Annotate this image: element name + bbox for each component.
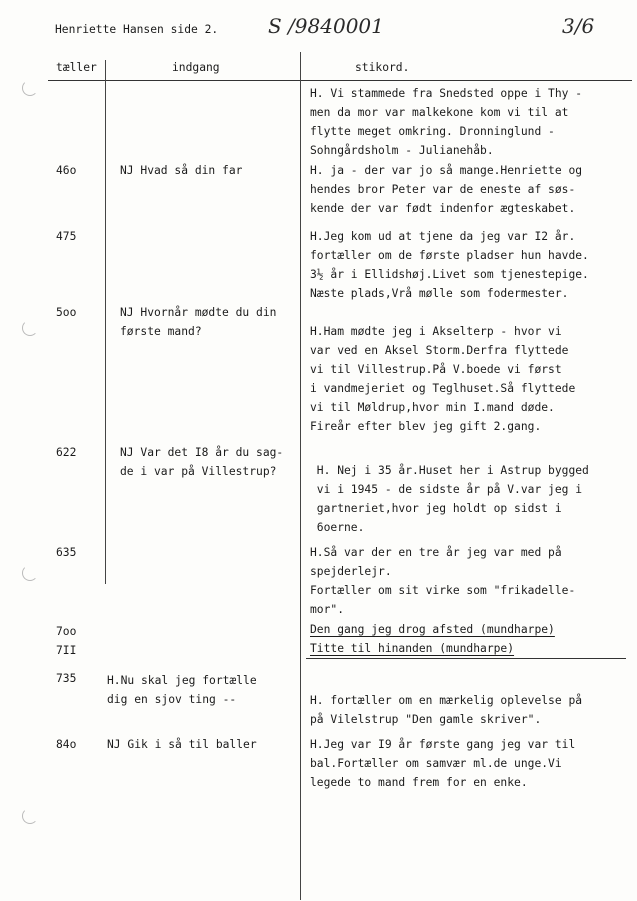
note-500-2: var ved en Aksel Storm.Derfra flyttede [310,344,569,357]
counter-635: 635 [56,546,77,559]
punch-hole-3 [22,565,38,581]
counter-475: 475 [56,230,77,243]
question-735-line1: H.Nu skal jeg fortælle [107,674,257,687]
note-840-1: H.Jeg var I9 år første gang jeg var til [310,738,576,751]
question-840: NJ Gik i så til baller [107,738,257,751]
note-500-4: i vandmejeriet og Teglhuset.Så flyttede [310,382,576,395]
note-735-1: H. fortæller om en mærkelig oplevelse på [310,694,583,707]
note-622-4: 6oerne. [310,521,365,534]
note-735-2: på Vilelstrup "Den gamle skriver". [310,713,542,726]
note-635-2: spejderlejr. [310,565,392,578]
punch-hole-4 [22,808,38,824]
header-rule [48,80,632,81]
divider-counter-entry [105,60,106,584]
counter-7II: 7II [56,644,77,657]
note-intro-3: flytte meget omkring. Dronninglund - [310,125,555,138]
question-500-line1: NJ Hvornår mødte du din [120,306,277,319]
song-title-1: Den gang jeg drog afsted (mundharpe) [310,623,555,636]
page-fraction: 3/6 [562,14,595,38]
note-635-4: mor". [310,603,345,616]
archive-number: S /9840001 [268,14,384,38]
note-500-6: Fireår efter blev jeg gift 2.gang. [310,420,542,433]
note-475-1: H.Jeg kom ud at tjene da jeg var I2 år. [310,230,576,243]
note-intro-4: Sohngårdsholm - Julianehåb. [310,144,494,157]
column-header-keywords: stikord. [355,61,410,74]
question-500-line2: første mand? [120,325,202,338]
note-475-3: 3½ år i Ellidshøj.Livet som tjenestepige. [310,268,589,281]
counter-7oo: 7oo [56,625,77,638]
note-840-3: legede to mand frem for en enke. [310,776,528,789]
punch-hole-2 [22,320,38,336]
note-460-1: H. ja - der var jo så mange.Henriette og [310,164,583,177]
counter-84o: 84o [56,738,77,751]
song-title-2: Titte til hinanden (mundharpe) [310,642,515,655]
counter-735: 735 [56,672,77,685]
column-header-entry: indgang [172,61,220,74]
note-460-2: hendes bror Peter var de eneste af søs- [310,183,576,196]
note-intro-1: H. Vi stammede fra Snedsted oppe i Thy - [310,87,583,100]
note-460-3: kende der var født indenfor ægteskabet. [310,202,576,215]
note-500-3: vi til Villestrup.På V.boede vi først [310,363,562,376]
question-622-line2: de i var på Villestrup? [120,465,277,478]
counter-5oo: 5oo [56,306,77,319]
question-460: NJ Hvad så din far [120,164,243,177]
note-500-1: H.Ham mødte jeg i Akselterp - hvor vi [310,325,562,338]
note-622-2: vi i 1945 - de sidste år på V.var jeg i [310,483,583,496]
counter-46o: 46o [56,164,77,177]
page-title: Henriette Hansen side 2. [55,23,219,36]
note-840-2: bal.Fortæller om samvær ml.de unge.Vi [310,757,562,770]
note-intro-2: men da mor var malkekone kom vi til at [310,106,569,119]
note-500-5: vi til Møldrup,hvor min I.mand døde. [310,401,555,414]
question-735-line2: dig en sjov ting -- [107,693,237,706]
note-475-2: fortæller om de første pladser hun havde. [310,249,589,262]
punch-hole-1 [22,80,38,96]
column-header-counter: tæller [56,61,97,74]
divider-entry-keywords [300,52,301,900]
note-622-1: H. Nej i 35 år.Huset her i Astrup bygged [310,464,589,477]
note-635-3: Fortæller om sit virke som "frikadelle- [310,584,576,597]
note-475-4: Næste plads,Vrå mølle som fodermester. [310,287,569,300]
note-622-3: gartneriet,hvor jeg holdt op sidst i [310,502,562,515]
question-622-line1: NJ Var det I8 år du sag- [120,446,284,459]
song-rule [306,658,626,659]
note-635-1: H.Så var der en tre år jeg var med på [310,546,562,559]
counter-622: 622 [56,446,77,459]
